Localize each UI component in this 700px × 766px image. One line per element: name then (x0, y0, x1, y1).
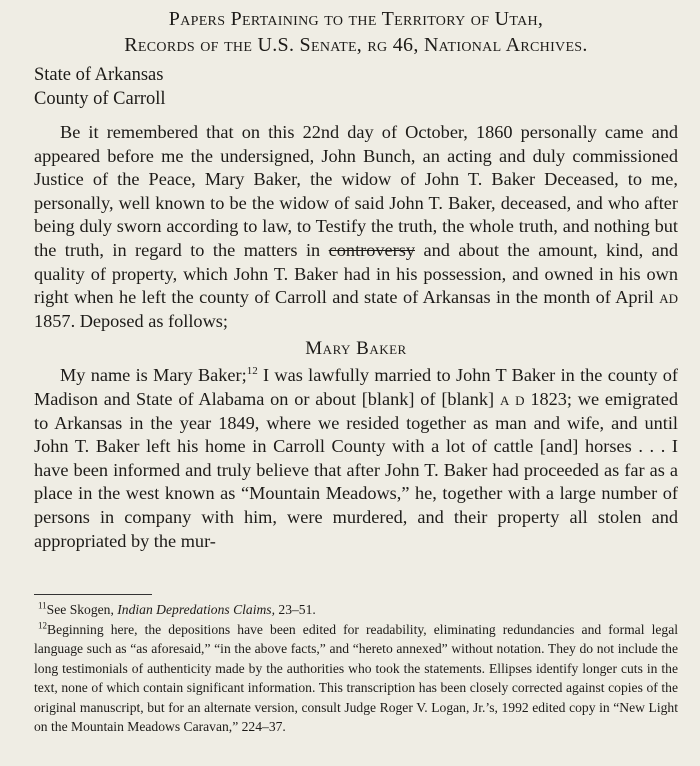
footnote-12-number: 12 (38, 619, 47, 630)
footnote-11-pre: See Skogen, (46, 602, 118, 617)
intro-text-c: 1857. Deposed as follows; (34, 310, 228, 331)
header-line-1: Papers Pertaining to the Territory of Utah, (168, 8, 544, 30)
footnotes (34, 600, 678, 737)
testimony-text-b: I was lawfully married to John T Baker in the county of Madison and State of Alabama on or about [blank] of [blank] (34, 365, 678, 409)
venue-state: State of Arkansas (34, 65, 164, 85)
footnote-rule (34, 594, 152, 595)
page-header (34, 6, 678, 58)
struck-word: controversy (328, 239, 415, 260)
footnote-11-number: 11 (38, 600, 47, 611)
intro-text-a: Be it remembered that on this 22nd day of October, 1860 personally came and appeared before me the undersigned, John Bunch, an acting and duly commissioned Justice of the Peace, Mary Baker, the widow of John T. Baker Deceased, to me, personally, well known to be the widow of said John T. Baker, deceased, and who after being duly sworn according to law, to Testify the truth, the whole truth, and nothing but the truth, in regard to the matters in (34, 122, 678, 260)
footnote-12-text: Beginning here, the depositions have been edited for readability, eliminating redundancies and formal legal language such as “as aforesaid,” “in the above facts,” and “hereto annexed” without notation. They do not include the long testimonials of authenticity made by the authorities who took the statements. Ellipses identify longer cuts in the text, none of which contain significant information. This transcription has been closely corrected against copies of the original manuscript, but for an alternate version, consult Judge Roger V. Logan, Jr.’s, 1992 edited copy in “New Light on the Mountain Meadows Caravan,” 224–37. (34, 621, 678, 734)
footnote-12 (34, 620, 678, 737)
era-abbrev: ad (659, 287, 678, 308)
footnote-11 (34, 600, 678, 620)
footnote-11-post: 23–51. (275, 602, 316, 617)
era-abbrev-2: a d (499, 388, 525, 409)
venue-block (34, 63, 678, 111)
footnote-11-title: Indian Depredations Claims, (117, 602, 275, 617)
footnote-ref-12: 12 (246, 365, 258, 378)
header-line-2: Records of the U.S. Senate, rg 46, National Archives. (124, 34, 588, 56)
testimony-text-a: My name is Mary Baker; (60, 365, 247, 386)
testimony-text-c: 1823; we emigrated to Arkansas in the year 1849, where we resided together as man and wife, and until John T. Baker left his home in Carroll County with a lot of cattle [and] horses . . . I have been informed and truly believe that after John T. Baker had proceeded as far as a place in the west known as “Mountain Meadows,” he, together with a large number of persons in company with him, were murdered, and their property all stolen and appropriated by the mur- (34, 388, 678, 551)
venue-county: County of Carroll (34, 89, 166, 109)
deposition-intro-paragraph (34, 121, 678, 333)
section-heading: Mary Baker (305, 338, 407, 360)
testimony-paragraph (34, 364, 678, 553)
intro-text-b: and about the amount, kind, and quality of property, which John T. Baker had in his possession, and owned in his own right when he left the county of Carroll and state of Arkansas in the month of April (34, 239, 679, 308)
